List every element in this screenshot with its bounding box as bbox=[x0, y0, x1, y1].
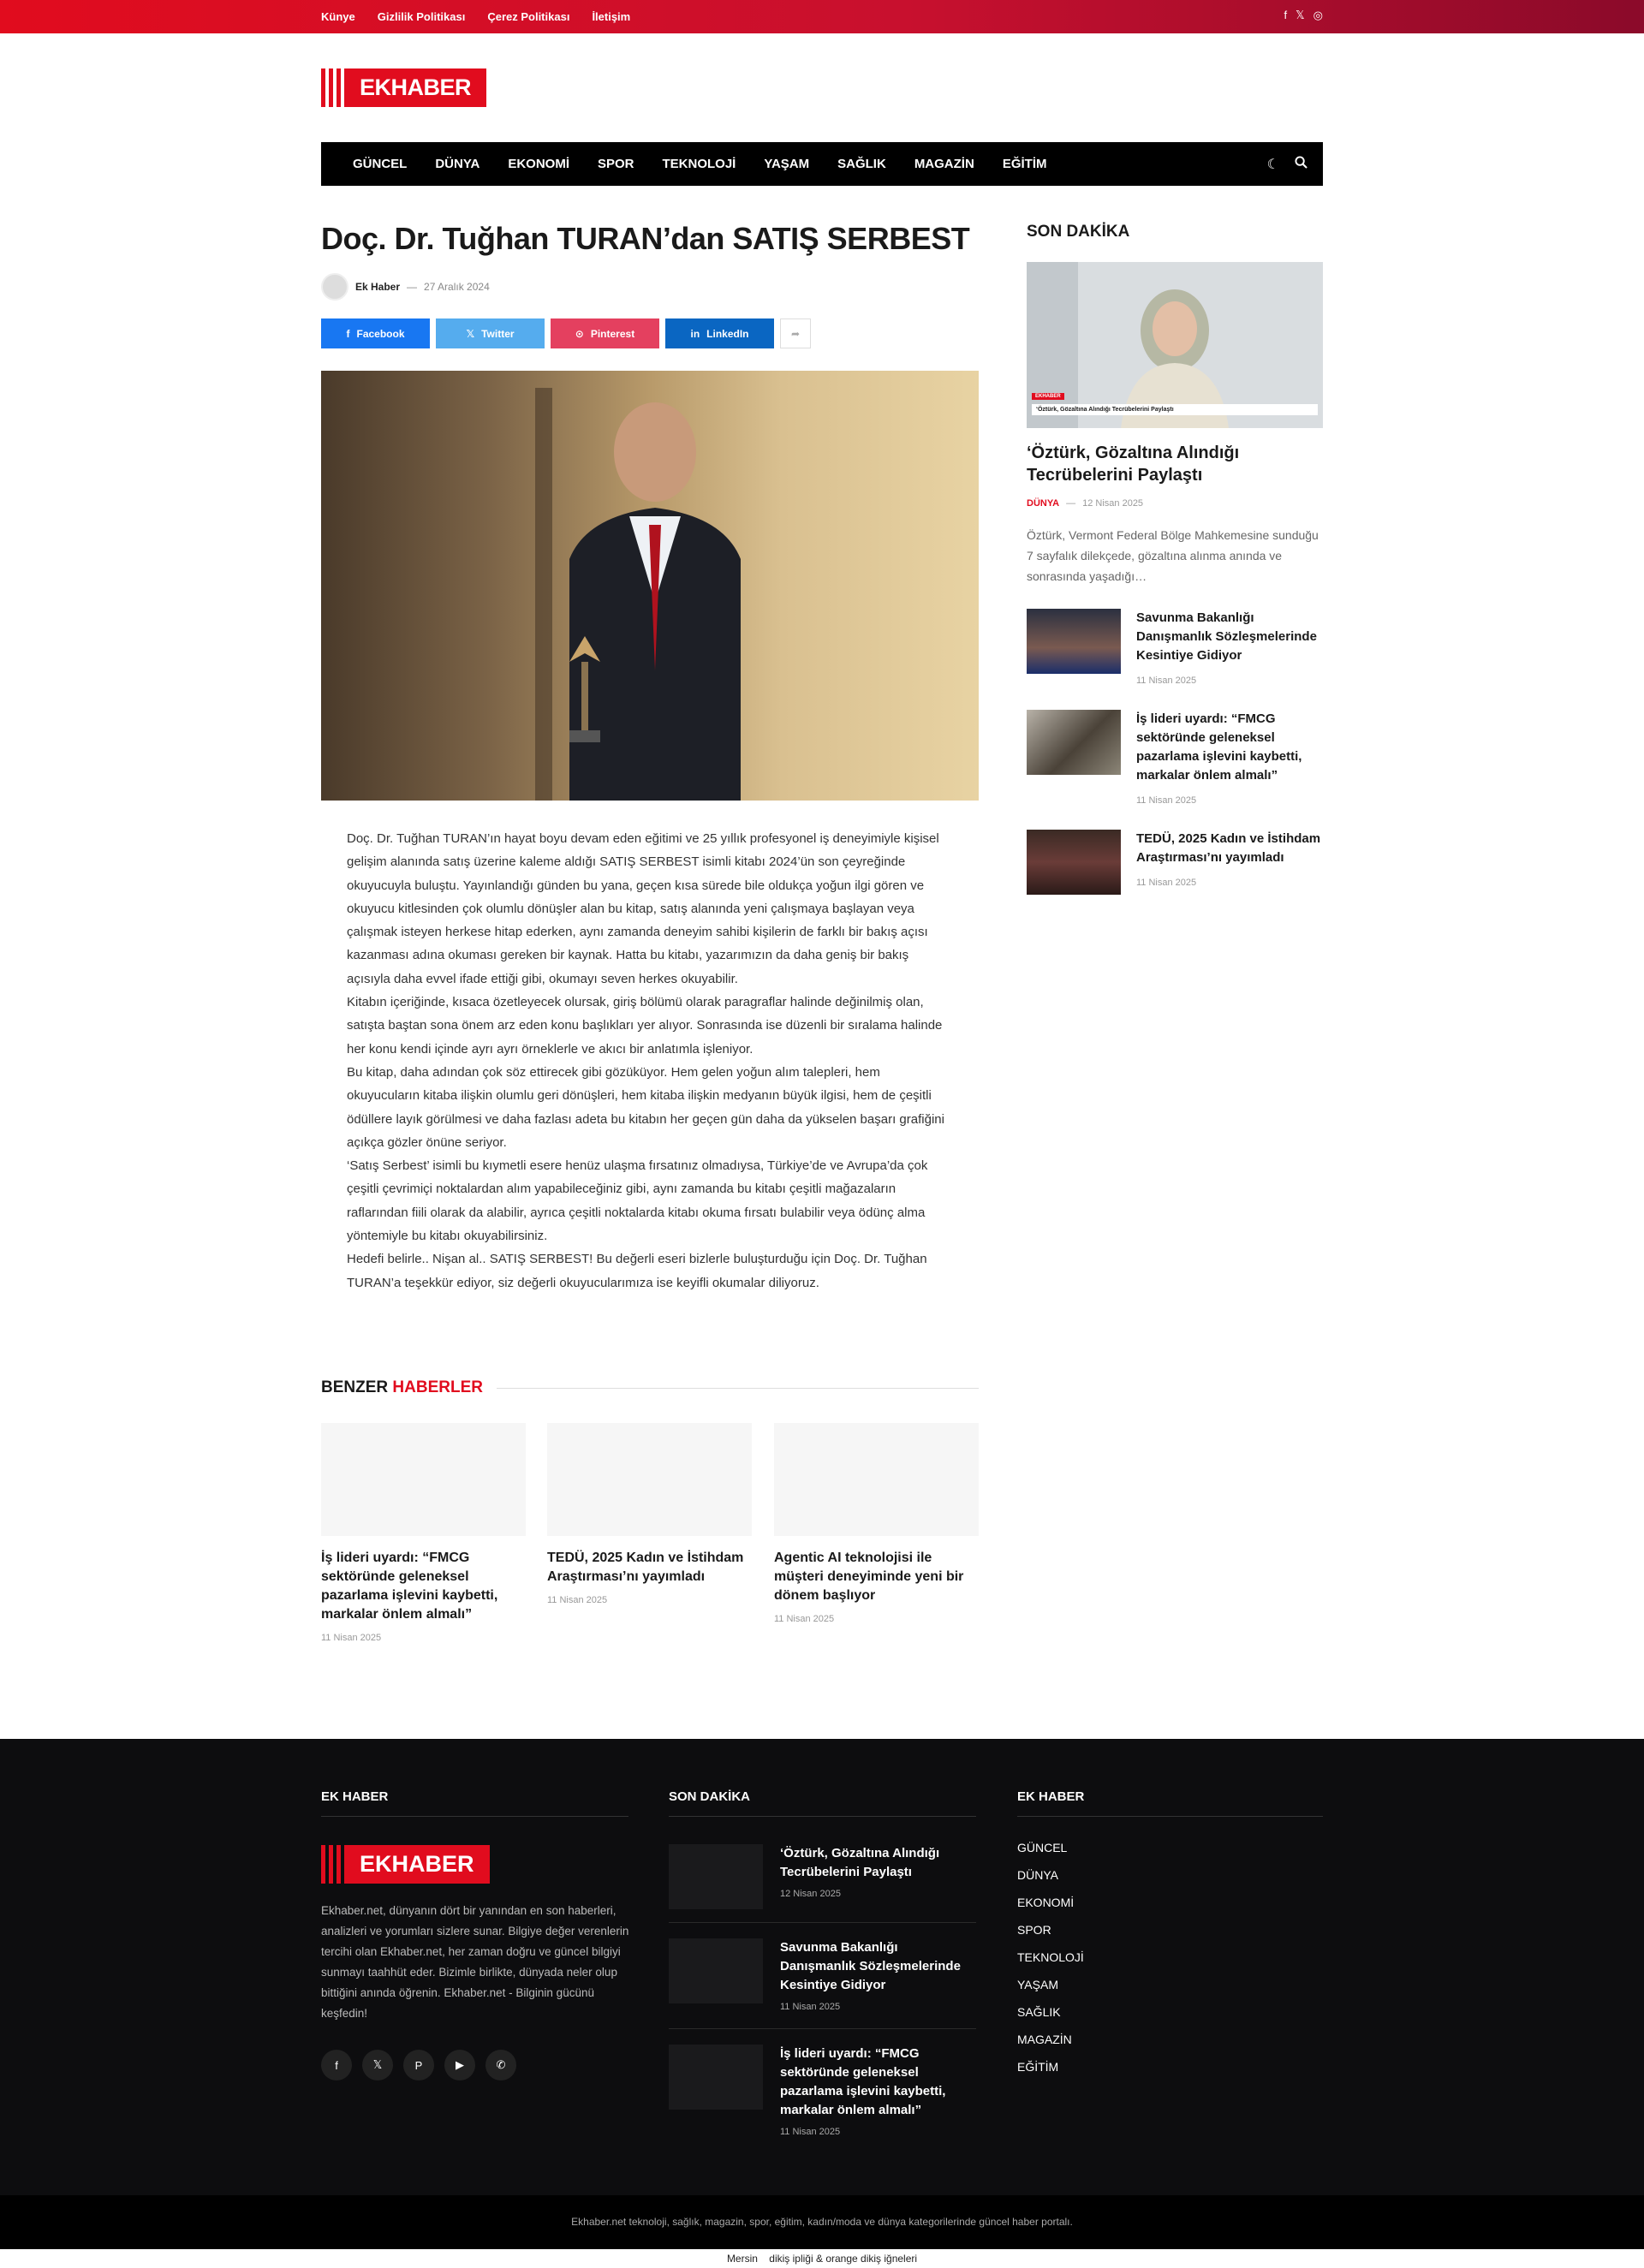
meta-separator: — bbox=[407, 281, 418, 293]
related-card[interactable] bbox=[321, 1423, 526, 1643]
moon-icon[interactable]: ☾ bbox=[1266, 158, 1279, 172]
footer-logo-text: EKHABER bbox=[344, 1845, 490, 1884]
footer-latest-title[interactable]: ‘Öztürk, Gözaltına Alındığı Tecrübelerini Paylaştı bbox=[780, 1846, 940, 1879]
related-card-image[interactable] bbox=[774, 1423, 979, 1536]
nav-item-spor[interactable]: SPOR bbox=[597, 157, 634, 171]
related-card-image[interactable] bbox=[321, 1423, 526, 1536]
footer-col2-heading: SON DAKİKA bbox=[669, 1789, 751, 1804]
article-date: 27 Aralık 2024 bbox=[424, 281, 490, 293]
linkedin-icon: in bbox=[690, 327, 700, 340]
sidebar-main-date: 12 Nisan 2025 bbox=[1082, 498, 1144, 509]
footer-menu-item[interactable]: GÜNCEL bbox=[1017, 1841, 1068, 1854]
footer-menu-item[interactable]: EĞİTİM bbox=[1017, 2060, 1059, 2074]
article-paragraph: Bu kitap, daha adından çok söz ettirecek gibi gözüküyor. Hem gelen yoğun alım talepleri, hem okuyucuların kitaba ilişkin olumlu geri dönüşleri, hem kitaba ilişkin medyanın büyük ilgisi, hem de çeşitli ödüllere layık görülmesi ve daha fazlası adeta bu kitabın her geçen gün daha da yükselen başarı grafiğini açıkça gözler önüne seriyor. bbox=[347, 1064, 944, 1150]
share-linkedin-label: LinkedIn bbox=[706, 327, 749, 340]
top-link-kunye[interactable]: Künye bbox=[321, 10, 355, 23]
footer-bottom bbox=[0, 2195, 1644, 2249]
footer-latest-image[interactable] bbox=[669, 2045, 763, 2110]
nav-item-teknoloji[interactable]: TEKNOLOJİ bbox=[662, 157, 736, 171]
image-badge: EKHABER bbox=[1032, 393, 1064, 400]
author-name[interactable]: Ek Haber bbox=[355, 281, 401, 293]
footer-col3-heading: EK HABER bbox=[1017, 1789, 1085, 1804]
article-paragraph: Hedefi belirle.. Nişan al.. SATIŞ SERBEST! Bu değerli eseri bizlerle buluşturduğu için Doç. Dr. Tuğhan TURAN’a teşekkür ediyor, siz değerli okuyucularımıza ise keyifli okumalar diliyoruz. bbox=[347, 1252, 927, 1290]
footer-divider bbox=[1017, 1816, 1323, 1817]
pinterest-icon: ⊙ bbox=[575, 327, 584, 340]
related-card-title[interactable]: Agentic AI teknolojisi ile müşteri deneyiminde yeni bir dönem başlıyor bbox=[774, 1551, 964, 1603]
nav-item-egitim[interactable]: EĞİTİM bbox=[1002, 157, 1047, 171]
sidebar-item[interactable] bbox=[1027, 830, 1323, 895]
footer-menu bbox=[1017, 1841, 1084, 2074]
related-heading bbox=[321, 1378, 979, 1397]
woman-illustration bbox=[1027, 262, 1323, 428]
top-link-contact[interactable]: İletişim bbox=[592, 10, 631, 23]
footer-menu-item[interactable]: EKONOMİ bbox=[1017, 1896, 1075, 1909]
footer-menu-item[interactable]: TEKNOLOJİ bbox=[1017, 1950, 1084, 1964]
related-card[interactable] bbox=[774, 1423, 979, 1624]
footer-latest-item[interactable] bbox=[669, 1938, 976, 2012]
person-illustration bbox=[535, 388, 775, 801]
top-bar bbox=[0, 0, 1644, 33]
site-logo[interactable] bbox=[321, 68, 492, 107]
nav-item-saglik[interactable]: SAĞLIK bbox=[837, 157, 886, 171]
footer-description: Ekhaber.net, dünyanın dört bir yanından en son haberleri, analizleri ve yorumları sizlere sunar. Bilgiye değer verenlerin tercihi olan Ekhaber.net, her zaman doğru ve güncel bilgiyi sunmayı taahhüt eder. Bizimle birlikte, dünyada neler olup bittiğini anında öğrenin. Ekhaber.net - Bilginin gücünü keşfedin! bbox=[321, 1904, 629, 2020]
sidebar-item-date: 11 Nisan 2025 bbox=[1136, 878, 1197, 888]
related-title-b: HABERLER bbox=[392, 1378, 483, 1396]
logo-text: EKHABER bbox=[344, 68, 486, 107]
article-paragraph: ‘Satış Serbest’ isimli bu kıymetli esere henüz ulaşma fırsatınız olmadıysa, Türkiye’de ve Avrupa’da çok çeşitli çevrimiçi noktalardan alım yapabileceğiniz gibi, aynı zamanda bu kitabı çeşitli mağazaların raflarından fiili olarak da alabilir, ayrıca çeşitli noktalarda kitabı okuma fırsatı bulabilir veya ödünç alma yöntemiyle bu kitabı okuyabilirsiniz. bbox=[347, 1158, 928, 1244]
related-card-title[interactable]: TEDÜ, 2025 Kadın ve İstihdam Araştırması’nı yayımladı bbox=[547, 1551, 744, 1584]
sidebar-item[interactable] bbox=[1027, 609, 1323, 686]
footer-col1-heading: EK HABER bbox=[321, 1789, 389, 1804]
article-body bbox=[347, 827, 946, 1295]
sidebar-main-meta bbox=[1027, 498, 1143, 509]
related-card[interactable] bbox=[547, 1423, 752, 1605]
footer-menu-item[interactable]: DÜNYA bbox=[1017, 1868, 1058, 1882]
footer-latest-title[interactable]: İş lideri uyardı: “FMCG sektöründe geleneksel pazarlama işlevini kaybetti, markalar önlem almalı” bbox=[780, 2046, 946, 2117]
footer-menu-item[interactable]: YAŞAM bbox=[1017, 1978, 1058, 1991]
footer-item-divider bbox=[669, 2028, 976, 2029]
share-pinterest-button[interactable] bbox=[551, 318, 659, 348]
top-social bbox=[1284, 9, 1323, 22]
sidebar-item-date: 11 Nisan 2025 bbox=[1136, 795, 1197, 806]
share-twitter-label: Twitter bbox=[481, 327, 515, 340]
logo-bars bbox=[321, 68, 341, 107]
sidebar-item-title[interactable]: İş lideri uyardı: “FMCG sektöründe geleneksel pazarlama işlevini kaybetti, markalar önlem almalı” bbox=[1136, 711, 1302, 783]
nav-item-yasam[interactable]: YAŞAM bbox=[764, 157, 810, 171]
sidebar-main-image[interactable] bbox=[1027, 262, 1323, 428]
top-link-cookies[interactable]: Çerez Politikası bbox=[487, 10, 570, 23]
sidebar-heading: SON DAKİKA bbox=[1027, 223, 1130, 241]
sub-footer-link-b[interactable]: dikiş ipliği & orange dikiş iğneleri bbox=[769, 2253, 918, 2265]
main-nav bbox=[321, 142, 1323, 186]
footer-latest-item[interactable] bbox=[669, 2045, 976, 2137]
footer-menu-item[interactable]: SPOR bbox=[1017, 1923, 1051, 1937]
footer-divider bbox=[321, 1816, 628, 1817]
related-card-image[interactable] bbox=[547, 1423, 752, 1536]
footer-social bbox=[321, 2050, 516, 2080]
footer-latest-image[interactable] bbox=[669, 1938, 763, 2003]
share-pinterest-label: Pinterest bbox=[590, 327, 635, 340]
share-linkedin-button[interactable] bbox=[665, 318, 774, 348]
footer-logo[interactable] bbox=[321, 1845, 490, 1884]
nav-item-guncel[interactable]: GÜNCEL bbox=[353, 157, 408, 171]
sidebar-item-date: 11 Nisan 2025 bbox=[1136, 676, 1197, 686]
facebook-icon[interactable]: f bbox=[321, 2050, 352, 2080]
share-more-button[interactable] bbox=[780, 318, 811, 348]
related-card-title[interactable]: İş lideri uyardı: “FMCG sektöründe geleneksel pazarlama işlevini kaybetti, markalar önlem almalı” bbox=[321, 1551, 498, 1622]
article-paragraph: Doç. Dr. Tuğhan TURAN’ın hayat boyu devam eden eğitimi ve 25 yıllık profesyonel iş deneyimiyle kişisel gelişim alanında satış üzerine kaleme aldığı SATIŞ SERBEST isimli kitabı 2024’ün son çeyreğinde okuyucuyla buluştu. Yayınlandığı günden bu yana, geçen kısa sürede bile oldukça yoğun ilgi gören ve okuyucu kitlesinden çok olumlu dönüşler alan bu kitap, satış alanında yeni çalışmaya başlayan veya çalışmak isteyen herkese hitap ederken, aynı zamanda deneyim sahibi kişilerin de farklı bir bakış açısı kazanması adına okuması gereken bir kaynak. Hatta bu kitabı, yazarımızın da daha geniş bir bakış açısıyla daha evvel ifade ettiği gibi, okumayı seven herkes okuyabilir. bbox=[347, 831, 939, 986]
sidebar-main-excerpt: Öztürk, Vermont Federal Bölge Mahkemesine sunduğu 7 sayfalık dilekçede, gözaltına alınma anında ve sonrasında yaşadığı… bbox=[1027, 528, 1319, 583]
x-icon[interactable]: 𝕏 bbox=[362, 2050, 393, 2080]
facebook-icon[interactable]: f bbox=[1284, 9, 1288, 21]
sub-footer bbox=[0, 2249, 1644, 2268]
instagram-icon[interactable]: ◎ bbox=[1313, 9, 1323, 21]
whatsapp-icon[interactable]: ✆ bbox=[485, 2050, 516, 2080]
footer-menu-item[interactable]: SAĞLIK bbox=[1017, 2005, 1061, 2019]
footer-menu-item[interactable]: MAGAZİN bbox=[1017, 2033, 1072, 2046]
sidebar-item[interactable] bbox=[1027, 710, 1323, 806]
footer-divider bbox=[669, 1816, 976, 1817]
nav-item-dunya[interactable]: DÜNYA bbox=[435, 157, 480, 171]
youtube-icon[interactable]: ▶ bbox=[444, 2050, 475, 2080]
article-meta bbox=[321, 273, 490, 301]
author-avatar[interactable] bbox=[321, 273, 348, 301]
meta-separator: — bbox=[1066, 498, 1076, 509]
sidebar-item-image[interactable] bbox=[1027, 830, 1121, 895]
sidebar-item-image[interactable] bbox=[1027, 710, 1121, 775]
footer-latest-title[interactable]: Savunma Bakanlığı Danışmanlık Sözleşmelerinde Kesintiye Gidiyor bbox=[780, 1940, 961, 1992]
related-title bbox=[321, 1378, 483, 1397]
related-card-date: 11 Nisan 2025 bbox=[774, 1614, 835, 1624]
article-hero-image bbox=[321, 371, 979, 801]
related-title-a: BENZER bbox=[321, 1378, 389, 1396]
article-title: Doç. Dr. Tuğhan TURAN’dan SATIŞ SERBEST bbox=[321, 221, 970, 256]
footer-latest-image[interactable] bbox=[669, 1844, 763, 1909]
share-facebook-label: Facebook bbox=[356, 327, 405, 340]
image-caption: ‘Öztürk, Gözaltına Alındığı Tecrübelerini Paylaştı bbox=[1032, 404, 1318, 415]
share-buttons bbox=[321, 318, 811, 348]
article-paragraph: Kitabın içeriğinde, kısaca özetleyecek olursak, giriş bölümü olarak paragraflar halinde değinilmiş olan, satışta baştan sona önem arz eden konu başlıkları yer alıyor. Sonrasında ise düzenli bir sıralama halinde her konu kendi içinde ayrı ayrı örneklerle ve akıcı bir anlatımla işleniyor. bbox=[347, 995, 943, 1057]
related-divider bbox=[497, 1388, 979, 1389]
x-icon[interactable]: 𝕏 bbox=[1296, 9, 1305, 21]
nav-item-ekonomi[interactable]: EKONOMİ bbox=[508, 157, 569, 171]
search-icon[interactable] bbox=[1295, 156, 1307, 173]
nav-item-magazin[interactable]: MAGAZİN bbox=[914, 157, 974, 171]
footer-latest-date: 12 Nisan 2025 bbox=[780, 1889, 841, 1899]
footer-bottom-text: Ekhaber.net teknoloji, sağlık, magazin, spor, eğitim, kadın/moda ve dünya kategorilerinde güncel haber portalı. bbox=[571, 2216, 1073, 2228]
sub-footer-link-a[interactable]: Mersin bbox=[726, 2253, 758, 2265]
related-card-date: 11 Nisan 2025 bbox=[547, 1595, 608, 1605]
footer-latest-date: 11 Nisan 2025 bbox=[780, 2002, 841, 2012]
share-arrow-icon: ➦ bbox=[790, 327, 801, 340]
footer-item-divider bbox=[669, 1922, 976, 1923]
footer-latest-date: 11 Nisan 2025 bbox=[780, 2127, 841, 2137]
share-facebook-button[interactable] bbox=[321, 318, 430, 348]
related-card-date: 11 Nisan 2025 bbox=[321, 1633, 382, 1643]
sidebar-item-title[interactable]: Savunma Bakanlığı Danışmanlık Sözleşmelerinde Kesintiye Gidiyor bbox=[1136, 610, 1317, 663]
pinterest-icon[interactable]: P bbox=[403, 2050, 434, 2080]
sidebar-item-title[interactable]: TEDÜ, 2025 Kadın ve İstihdam Araştırması’nı yayımladı bbox=[1136, 831, 1321, 865]
logo-bars bbox=[321, 1845, 341, 1884]
facebook-icon: f bbox=[346, 327, 350, 340]
x-icon: 𝕏 bbox=[466, 327, 475, 340]
footer-latest-item[interactable] bbox=[669, 1844, 976, 1909]
share-twitter-button[interactable] bbox=[436, 318, 545, 348]
sidebar-main-category[interactable]: DÜNYA bbox=[1027, 498, 1060, 509]
top-links bbox=[321, 10, 630, 23]
sidebar-main-title[interactable]: ‘Öztürk, Gözaltına Alındığı Tecrübelerini Paylaştı bbox=[1027, 443, 1240, 485]
sidebar-item-image[interactable] bbox=[1027, 609, 1121, 674]
top-link-privacy[interactable]: Gizlilik Politikası bbox=[377, 10, 466, 23]
